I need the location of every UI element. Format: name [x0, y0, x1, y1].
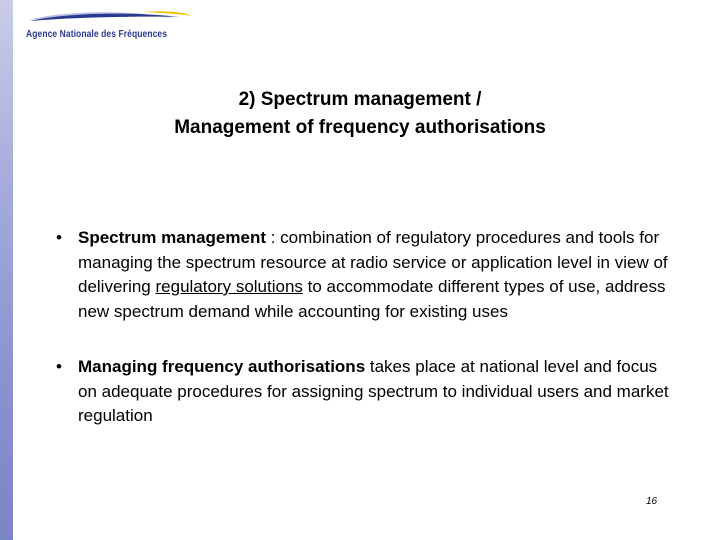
bullet-term: Spectrum management [78, 228, 266, 247]
title-line-2: Management of frequency authorisations [174, 117, 546, 138]
underlined-term: regulatory solutions [155, 277, 303, 296]
bullet-item [56, 226, 676, 324]
bullet-marker: • [56, 357, 62, 376]
bullet-term: Managing frequency authorisations [78, 357, 366, 376]
bullet-list [56, 226, 676, 460]
anfr-logo [24, 8, 194, 42]
bullet-text-end: to accommodate different types of use, address new spectrum demand while accounting for existing uses [78, 277, 666, 321]
bullet-item [56, 355, 676, 429]
bullet-text: : combination of regulatory procedures and tools for managing the spectrum resource at radio service or application level in view of delivering [78, 228, 668, 296]
side-decoration-bar [0, 0, 13, 540]
swoosh-logo-icon [24, 8, 194, 30]
page-number: 16 [646, 496, 658, 507]
bullet-text: takes place at national level and focus on adequate procedures for assigning spectrum to individual users and market regulation [78, 357, 669, 425]
logo-text: Agence Nationale des Fréquences [26, 29, 168, 40]
title-line-1: 2) Spectrum management / [238, 89, 482, 110]
bullet-marker: • [56, 228, 62, 247]
slide-title [0, 86, 720, 142]
